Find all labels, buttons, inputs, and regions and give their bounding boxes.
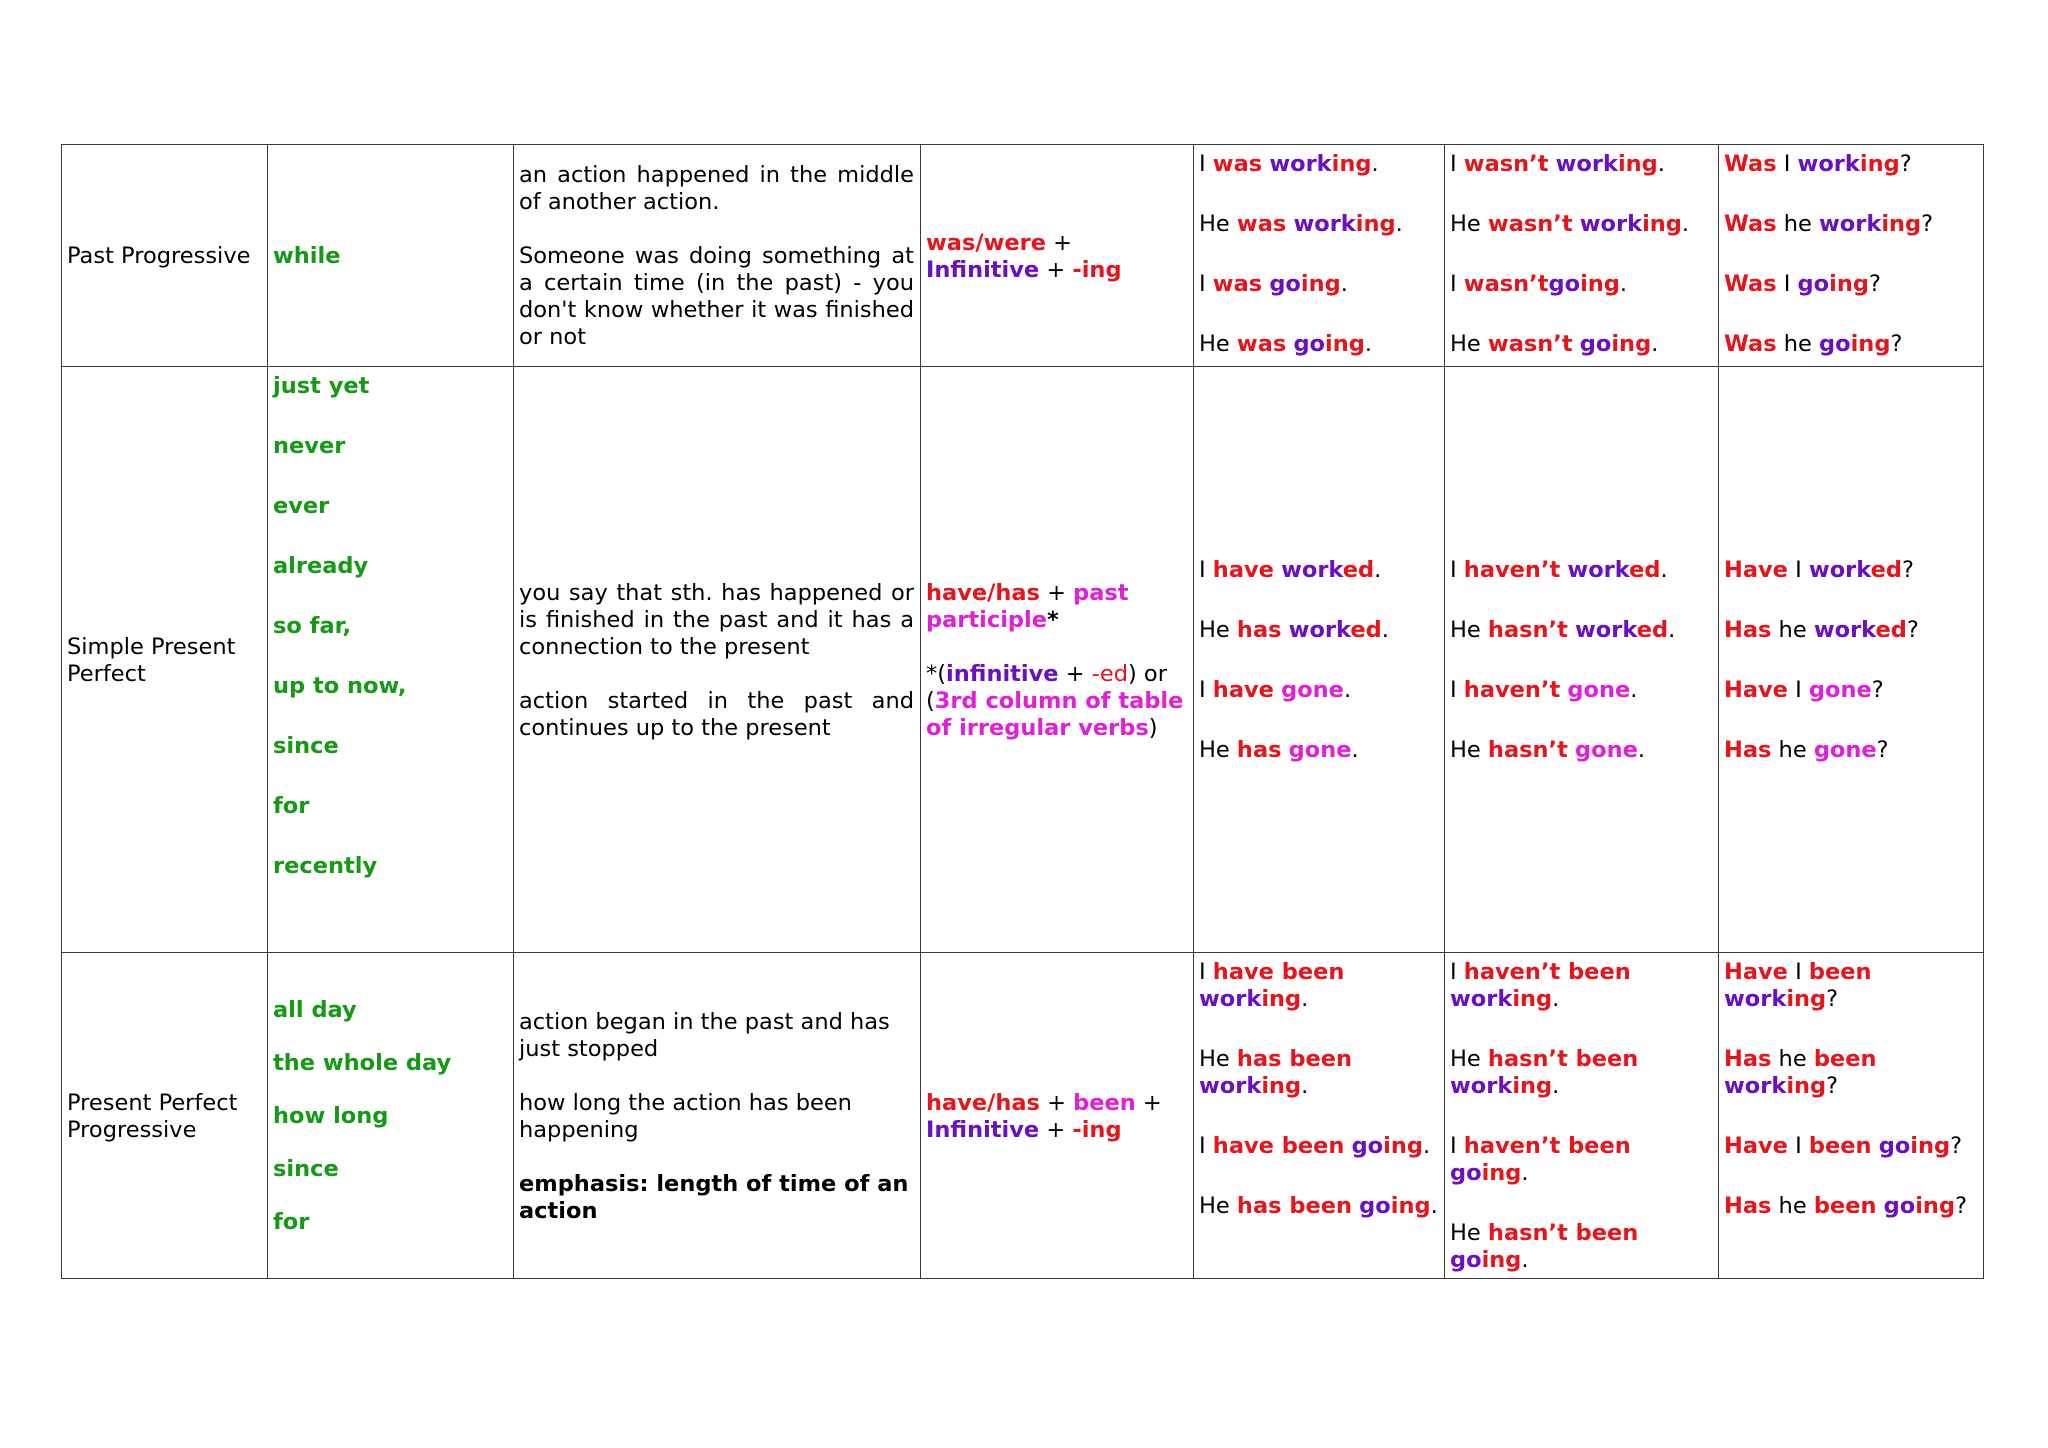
form-suffix: -ing <box>1072 256 1122 283</box>
signal-word: since <box>273 733 339 759</box>
signal-word: so far, <box>273 613 351 639</box>
example-sentence: He has been working. <box>1199 1046 1352 1099</box>
use-text: you say that sth. has happened or is finished in the past and it has a connection to the present <box>519 579 914 660</box>
use-text: action started in the past and continues up to the present <box>519 687 914 741</box>
use-cell <box>514 145 921 367</box>
tense-row-simple-present-perfect <box>62 367 1984 953</box>
example-sentence: I have gone. <box>1199 677 1352 703</box>
form-plus: + <box>1039 256 1073 283</box>
example-sentence: He hasn’t worked. <box>1450 617 1676 643</box>
example-sentence: Have I gone? <box>1724 677 1884 703</box>
example-sentence: I have been going. <box>1199 1133 1431 1159</box>
example-sentence: He was working. <box>1199 211 1403 237</box>
negative-cell <box>1445 953 1719 1279</box>
tense-name-cell <box>62 953 268 1279</box>
keywords-cell <box>268 953 514 1279</box>
example-sentence: I wasn’tgoing. <box>1450 271 1628 297</box>
example-sentence: He wasn’t working. <box>1450 211 1690 237</box>
tense-name-cell <box>62 145 268 367</box>
example-sentence: Have I worked? <box>1724 557 1914 583</box>
form-plus: + <box>1045 229 1072 256</box>
affirmative-cell <box>1194 953 1445 1279</box>
signal-word: recently <box>273 853 378 879</box>
form-verb: Infinitive <box>926 256 1040 283</box>
signal-word: already <box>273 553 369 579</box>
form-auxiliary: was/were <box>926 229 1046 256</box>
form-suffix: -ing <box>1072 1116 1122 1143</box>
signal-word: since <box>273 1156 339 1182</box>
form-been: been <box>1073 1089 1136 1116</box>
tense-name: Simple Present Perfect <box>67 633 236 687</box>
example-sentence: I haven’t been going. <box>1450 1133 1631 1186</box>
example-sentence: Has he worked? <box>1724 617 1919 643</box>
signal-word: just yet <box>273 373 370 399</box>
signal-word: all day <box>273 997 357 1023</box>
example-sentence: Has he been going? <box>1724 1193 1968 1219</box>
signal-word: for <box>273 793 310 819</box>
example-sentence: I have been working. <box>1199 959 1345 1012</box>
signal-word: ever <box>273 493 330 519</box>
affirmative-cell <box>1194 145 1445 367</box>
example-sentence: I wasn’t working. <box>1450 151 1665 177</box>
example-sentence: I have worked. <box>1199 557 1382 583</box>
signal-word: how long <box>273 1103 389 1129</box>
example-sentence: He has gone. <box>1199 737 1359 763</box>
tense-name: Present Perfect Progressive <box>67 1089 238 1143</box>
example-sentence: Have I been going? <box>1724 1133 1963 1159</box>
example-sentence: I haven’t worked. <box>1450 557 1668 583</box>
example-sentence: I haven’t been working. <box>1450 959 1631 1012</box>
signal-word: for <box>273 1209 310 1235</box>
form-note: *(infinitive + -ed) or (3rd column of table of irregular verbs) <box>926 660 1184 741</box>
use-cell <box>514 953 921 1279</box>
example-sentence: Has he been working? <box>1724 1046 1877 1099</box>
example-sentence: Has he gone? <box>1724 737 1889 763</box>
form-formula: have/has + past participle* <box>926 579 1129 633</box>
example-sentence: Was I working? <box>1724 151 1912 177</box>
example-sentence: I was going. <box>1199 271 1348 297</box>
affirmative-cell <box>1194 367 1445 953</box>
use-text: an action happened in the middle of another action. <box>519 162 914 215</box>
example-sentence: He wasn’t going. <box>1450 331 1659 357</box>
example-sentence: He hasn’t been working. <box>1450 1046 1639 1099</box>
negative-cell <box>1445 367 1719 953</box>
form-cell <box>921 145 1194 367</box>
tense-table <box>61 144 1984 1279</box>
tense-row-past-progressive <box>62 145 1984 367</box>
example-sentence: He hasn’t been going. <box>1450 1220 1639 1273</box>
form-cell <box>921 367 1194 953</box>
example-sentence: I haven’t gone. <box>1450 677 1638 703</box>
keywords-cell <box>268 367 514 953</box>
example-sentence: I was working. <box>1199 151 1379 177</box>
question-cell <box>1719 145 1984 367</box>
question-cell <box>1719 367 1984 953</box>
form-verb: Infinitive <box>926 1116 1040 1143</box>
question-cell <box>1719 953 1984 1279</box>
tense-name: Past Progressive <box>67 243 251 269</box>
example-sentence: Was he working? <box>1724 211 1934 237</box>
signal-word: the whole day <box>273 1050 452 1076</box>
example-sentence: He hasn’t gone. <box>1450 737 1645 763</box>
use-text: Someone was doing something at a certain time (in the past) - you don't know whether it was finished or not <box>519 243 914 350</box>
example-sentence: Was he going? <box>1724 331 1903 357</box>
negative-cell <box>1445 145 1719 367</box>
example-sentence: He has been going. <box>1199 1193 1438 1219</box>
form-cell: have/has + been + Infinitive + -ing <box>921 953 1194 1279</box>
example-sentence: He was going. <box>1199 331 1373 357</box>
tense-row-present-perfect-progressive <box>62 953 1984 1279</box>
signal-word: up to now, <box>273 673 407 699</box>
example-sentence: Was I going? <box>1724 271 1881 297</box>
use-cell <box>514 367 921 953</box>
example-sentence: He has worked. <box>1199 617 1389 643</box>
keywords-cell <box>268 145 514 367</box>
signal-word: never <box>273 433 346 459</box>
use-emphasis: emphasis: length of time of an action <box>519 1170 909 1224</box>
example-sentence: Have I been working? <box>1724 959 1872 1012</box>
signal-word: while <box>273 243 341 269</box>
use-text: how long the action has been happening <box>519 1089 852 1143</box>
form-auxiliary: have/has <box>926 1089 1040 1116</box>
tense-name-cell <box>62 367 268 953</box>
use-text: action began in the past and has just stopped <box>519 1008 890 1062</box>
